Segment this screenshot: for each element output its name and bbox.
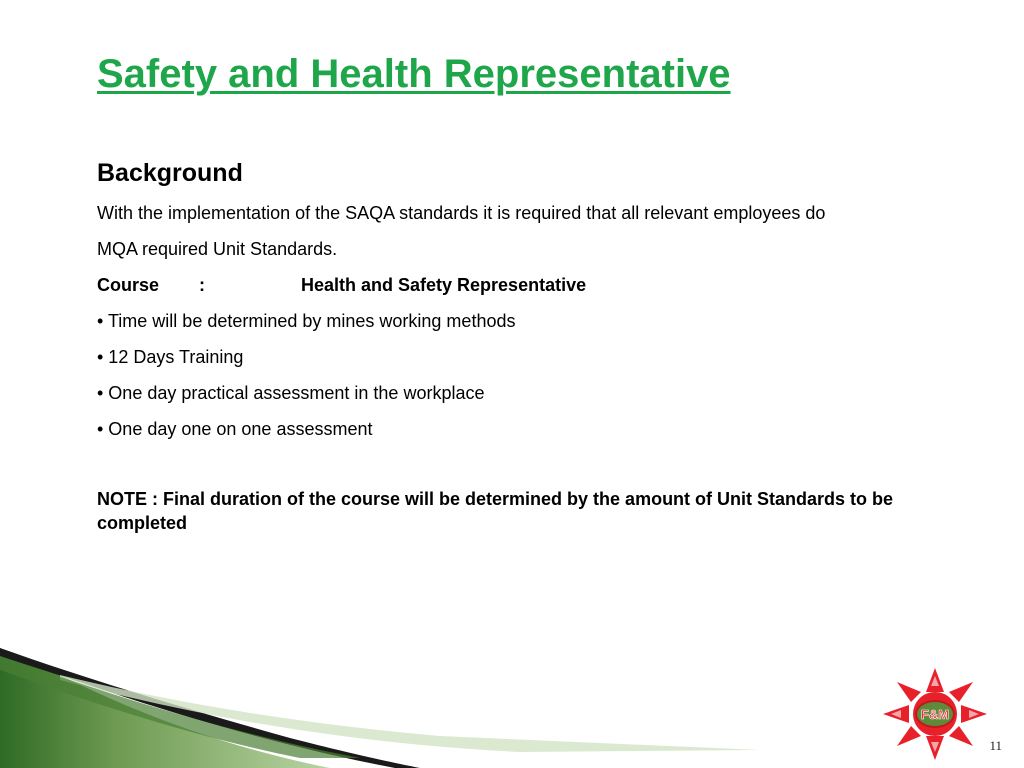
logo-text: F&M <box>920 707 950 722</box>
course-value: Health and Safety Representative <box>301 275 587 295</box>
intro-line-1: With the implementation of the SAQA standards it is required that all relevant employees do <box>97 203 826 223</box>
slide-content <box>97 155 967 535</box>
section-heading: Background <box>97 159 243 187</box>
bullet-item: • 12 Days Training <box>97 347 244 367</box>
bullet-item: • One day practical assessment in the workplace <box>97 383 485 403</box>
bullet-item: • One day one on one assessment <box>97 419 373 439</box>
course-row <box>97 267 967 303</box>
intro-line-2: MQA required Unit Standards. <box>97 239 338 259</box>
company-logo-sun-icon <box>880 666 990 762</box>
slide-title: Safety and Health Representative <box>97 52 731 96</box>
footer-swoosh-decoration <box>0 640 1024 768</box>
page-number: 11 <box>989 738 1002 753</box>
note-text: NOTE : Final duration of the course will be determined by the amount of Unit Standards to be completed <box>97 489 894 533</box>
course-colon: : <box>199 275 205 295</box>
course-label: Course <box>97 275 160 295</box>
bullet-item: • Time will be determined by mines working methods <box>97 311 516 331</box>
